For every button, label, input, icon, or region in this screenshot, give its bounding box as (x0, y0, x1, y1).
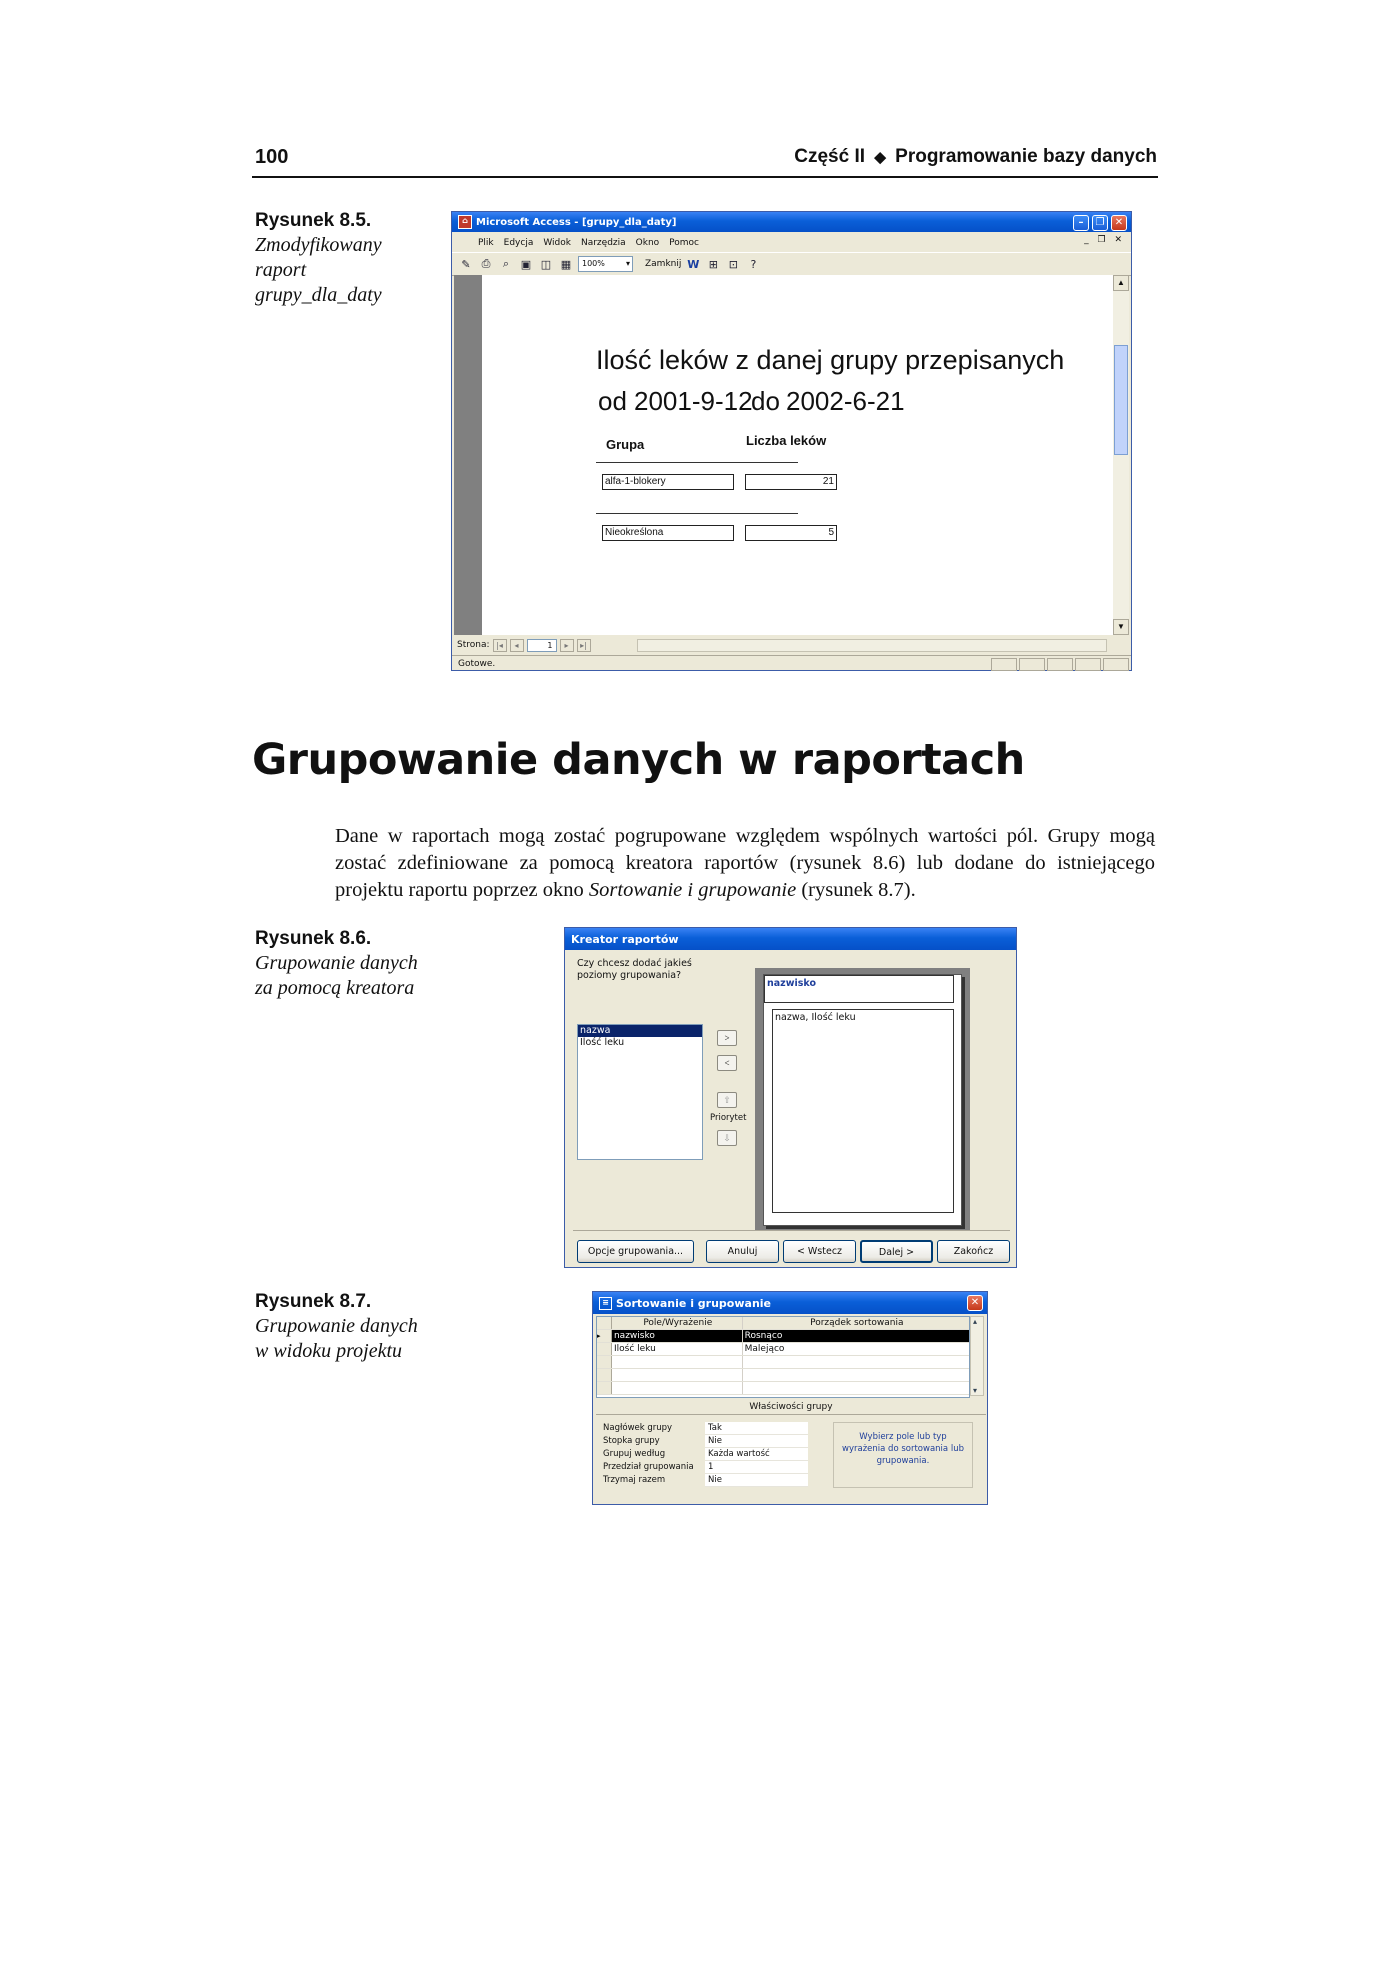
group-rule (596, 513, 798, 514)
restore-button[interactable]: ❐ (1092, 215, 1108, 231)
hint-text: Wybierz pole lub typ wyrażenia do sortowania lub grupowania. (833, 1422, 973, 1488)
wizard-question: Czy chcesz dodać jakieś poziomy grupowania? (577, 958, 692, 981)
next-button[interactable]: Dalej > (860, 1240, 933, 1263)
para-text: Dane w raportach mogą zostać pogrupowane względem wspólnych wartości pól. Grupy mogą zostać zdefiniowane za pomocą kreatora raportów (rysunek 8.6) lub dodane do istniejącego projektu raportu poprzez okno (335, 825, 1155, 901)
cancel-button[interactable]: Anuluj (706, 1240, 779, 1263)
table-row[interactable] (597, 1369, 969, 1382)
para-text-end: (rysunek 8.7). (796, 879, 916, 901)
table-row[interactable] (597, 1382, 969, 1395)
group-field-label: nazwisko (767, 978, 816, 989)
grid-cell-order[interactable]: Rosnąco (744, 1331, 783, 1341)
window-title: Kreator raportów (571, 932, 679, 946)
group-rule (596, 462, 798, 463)
grid-scrollbar[interactable] (970, 1316, 984, 1396)
priority-label: Priorytet (710, 1113, 747, 1123)
caption-line: Grupowanie danych (255, 1315, 418, 1337)
priority-up-button[interactable]: ⇧ (717, 1092, 737, 1108)
report-wizard-window (564, 927, 1017, 1268)
page-label: Strona: (457, 640, 490, 650)
to-label: do (751, 386, 780, 416)
group-field: Nieokreślona (602, 525, 734, 541)
child-window-controls[interactable]: _ ❐ ✕ (1084, 235, 1125, 245)
menu-item-edycja[interactable]: Edycja (503, 237, 534, 248)
next-page-icon[interactable]: ▸ (560, 639, 574, 652)
grid-cell-field[interactable]: Ilość leku (612, 1343, 743, 1355)
wizard-titlebar (565, 928, 1016, 950)
menu-item-okno[interactable]: Okno (635, 237, 660, 248)
property-label: Trzymaj razem (603, 1475, 666, 1485)
prev-page-icon[interactable]: ◂ (510, 639, 524, 652)
group-properties-title: Właściwości grupy (749, 1402, 833, 1412)
grouping-options-button[interactable]: Opcje grupowania... (577, 1240, 694, 1263)
database-window-icon[interactable]: ⊞ (708, 257, 718, 271)
property-value[interactable]: Każda wartość (705, 1448, 808, 1461)
status-indicators (991, 658, 1129, 671)
menu-item-plik[interactable]: Plik (478, 237, 494, 248)
back-button[interactable]: < Wstecz (783, 1240, 856, 1263)
page-number-input[interactable]: 1 (527, 639, 557, 652)
property-row[interactable] (603, 1422, 808, 1435)
column-header-count: Liczba leków (746, 433, 827, 448)
sorting-titlebar (593, 1292, 987, 1314)
group-properties (603, 1422, 808, 1487)
window-title: Microsoft Access - [grupy_dla_daty] (476, 216, 677, 228)
scroll-up-icon[interactable]: ▴ (973, 1317, 978, 1326)
property-row[interactable] (603, 1474, 808, 1487)
para-italic: Sortowanie i grupowanie (588, 879, 797, 901)
multiple-pages-icon[interactable]: ▦ (560, 257, 572, 271)
close-preview-button[interactable]: Zamknij (645, 259, 682, 269)
caption-line: grupy_dla_daty (255, 284, 382, 306)
scroll-down-icon[interactable]: ▾ (973, 1386, 978, 1395)
caption-number: Rysunek 8.6. (255, 928, 372, 949)
finish-button[interactable]: Zakończ (937, 1240, 1010, 1263)
properties-divider (596, 1414, 986, 1415)
property-label: Grupuj według (603, 1449, 666, 1459)
close-button[interactable]: ✕ (1111, 215, 1127, 231)
property-row[interactable] (603, 1461, 808, 1474)
grouping-preview (755, 968, 970, 1230)
count-field: 5 (745, 525, 837, 541)
last-page-icon[interactable]: ▸| (577, 639, 591, 652)
group-field: alfa-1-blokery (602, 474, 734, 490)
vertical-scrollbar[interactable] (1113, 275, 1129, 635)
caption-line: w widoku projektu (255, 1340, 403, 1362)
help-icon[interactable]: ? (750, 257, 757, 271)
access-window (451, 211, 1132, 671)
report-title: Ilość leków z danej grupy przepisanych (596, 345, 1065, 375)
page-number: 100 (255, 146, 289, 168)
menu-bar (452, 234, 1131, 251)
property-label: Nagłówek grupy (603, 1423, 673, 1433)
priority-down-button[interactable]: ⇩ (717, 1130, 737, 1146)
property-row[interactable] (603, 1435, 808, 1448)
property-label: Stopka grupy (603, 1436, 660, 1446)
figure-caption-8-7 (255, 1291, 418, 1364)
body-paragraph (335, 823, 1155, 904)
property-row[interactable] (603, 1448, 808, 1461)
horizontal-scrollbar[interactable] (637, 639, 1107, 652)
preview-page (763, 974, 962, 1226)
column-header-order: Porządek sortowania (810, 1318, 904, 1328)
property-label: Przedział grupowania (603, 1462, 694, 1472)
remove-level-button[interactable]: < (717, 1055, 737, 1071)
access-titlebar (452, 212, 1131, 232)
group-level-box (764, 975, 954, 1003)
sorting-grouping-icon: ≡ (599, 1297, 612, 1310)
property-value[interactable]: Nie (705, 1474, 808, 1487)
minimize-button[interactable]: – (1073, 215, 1089, 231)
grid-cell-order[interactable]: Malejąco (744, 1344, 785, 1354)
status-bar (452, 655, 1131, 672)
scroll-up-icon[interactable]: ▲ (1113, 275, 1129, 291)
from-label: od (598, 386, 627, 416)
sorting-grid (596, 1316, 970, 1398)
report-page (482, 275, 1114, 635)
caption-line: raport (255, 259, 307, 281)
first-page-icon[interactable]: |◂ (493, 639, 507, 652)
caption-line: za pomocą kreatora (255, 977, 415, 999)
figure-caption-8-6 (255, 928, 418, 1001)
window-title: Sortowanie i grupowanie (616, 1296, 772, 1310)
count-field: 21 (745, 474, 837, 490)
list-item[interactable]: nazwa (578, 1025, 702, 1037)
access-app-icon: ⌂ (458, 215, 472, 229)
two-pages-icon[interactable]: ◫ (540, 257, 552, 271)
from-date: 2001-9-12 (634, 386, 753, 416)
header-rule (252, 176, 1158, 178)
menu-item-pomoc[interactable]: Pomoc (669, 237, 700, 248)
scroll-down-icon[interactable]: ▼ (1113, 619, 1129, 635)
page-navigation (452, 636, 1131, 654)
property-value[interactable]: Nie (705, 1435, 808, 1448)
column-header-group: Grupa (606, 437, 645, 452)
wizard-divider (573, 1230, 1010, 1231)
scroll-thumb[interactable] (1114, 345, 1128, 455)
caption-line: Grupowanie danych (255, 952, 418, 974)
list-item[interactable]: Ilość leku (580, 1037, 625, 1048)
diamond-separator: ◆ (874, 149, 886, 166)
view-icon[interactable]: ✎ (461, 257, 471, 271)
section-heading: Grupowanie danych w raportach (252, 735, 1025, 785)
table-row[interactable] (597, 1343, 969, 1356)
grid-header (597, 1317, 969, 1330)
column-header-field: Pole/Wyrażenie (612, 1317, 743, 1329)
detail-fields-box (772, 1009, 954, 1213)
caption-number: Rysunek 8.5. (255, 210, 372, 231)
toolbar (452, 252, 1131, 276)
to-date: 2002-6-21 (786, 386, 905, 416)
detail-fields-label: nazwa, Ilość leku (775, 1012, 856, 1023)
print-preview-area (454, 275, 1114, 635)
grid-cell-field[interactable]: nazwisko (612, 1330, 743, 1342)
close-button[interactable]: ✕ (967, 1295, 983, 1311)
property-value[interactable]: Tak (705, 1422, 808, 1435)
menu-item-widok[interactable]: Widok (543, 237, 571, 248)
one-page-icon[interactable]: ▣ (520, 257, 532, 271)
figure-caption-8-5 (255, 210, 382, 308)
available-fields-list[interactable] (577, 1024, 703, 1160)
caption-line: Zmodyfikowany (255, 234, 382, 256)
menu-item-narzedzia[interactable]: Narzędzia (580, 237, 626, 248)
new-object-icon[interactable]: ⊡ (728, 257, 738, 271)
zoom-icon[interactable]: ⌕ (502, 257, 510, 270)
property-value[interactable]: 1 (705, 1461, 808, 1474)
caption-number: Rysunek 8.7. (255, 1291, 372, 1312)
running-head (794, 146, 1157, 168)
sorting-grouping-window (592, 1291, 988, 1505)
zoom-select[interactable]: 100% ▾ (578, 256, 633, 272)
running-head-title: Programowanie bazy danych (895, 146, 1157, 167)
table-row[interactable]: ▸ nazwisko Rosnąco (597, 1330, 969, 1343)
running-head-part: Część II (794, 146, 866, 167)
status-text: Gotowe. (458, 659, 496, 669)
word-icon[interactable]: W (687, 257, 700, 271)
print-icon[interactable]: ⎙ (481, 257, 491, 270)
add-level-button[interactable]: > (717, 1030, 737, 1046)
table-row[interactable] (597, 1356, 969, 1369)
